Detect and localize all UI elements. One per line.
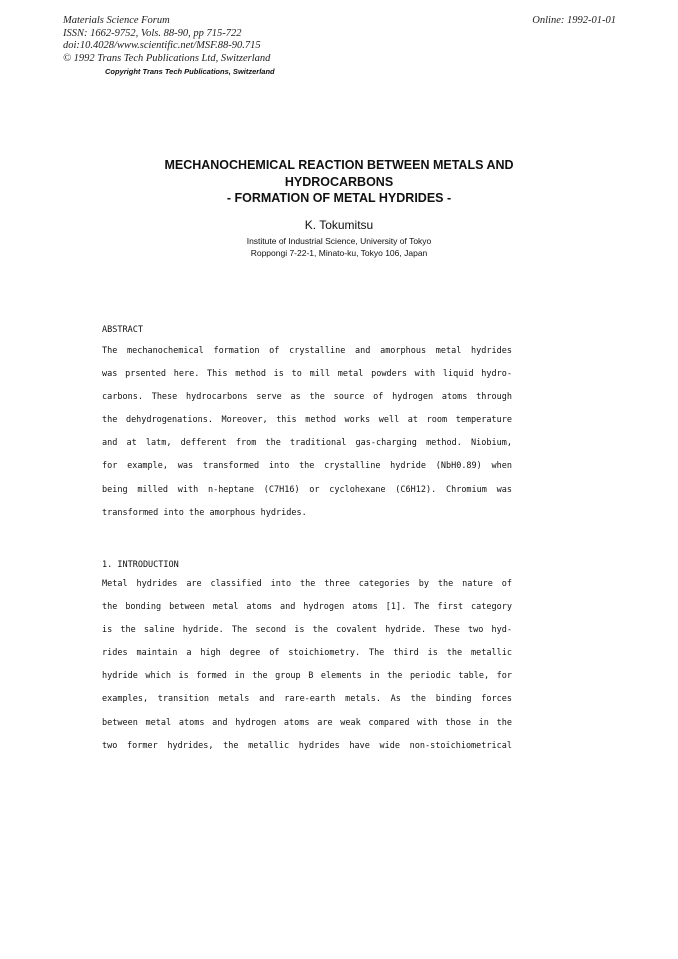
abstract-line: being milled with n-heptane (C7H16) or cyclohexane (C6H12). Chromium was <box>102 484 512 495</box>
subtitle-line: - FORMATION OF METAL HYDRIDES - <box>226 191 452 205</box>
title-line: MECHANOCHEMICAL REACTION BETWEEN METALS AND <box>164 158 514 172</box>
abstract-line: and at latm, defferent from the traditional gas-charging method. Niobium, <box>102 438 512 449</box>
author-name: K. Tokumitsu <box>304 218 374 232</box>
introduction-line: Metal hydrides are classified into the three categories by the nature of <box>102 579 512 589</box>
abstract-line: transformed into the amorphous hydrides. <box>102 507 307 518</box>
introduction-heading: 1. INTRODUCTION <box>102 560 179 570</box>
journal-name: Materials Science Forum <box>63 15 170 26</box>
online-date: Online: 1992-01-01 <box>532 15 616 26</box>
abstract-line: carbons. These hydrocarbons serve as the source of hydrogen atoms through <box>102 392 512 403</box>
abstract-line: was prsented here. This method is to mill metal powders with liquid hydro- <box>102 369 512 380</box>
introduction-line: examples, transition metals and rare-earth metals. As the binding forces <box>102 694 512 705</box>
introduction-line: is the saline hydride. The second is the covalent hydride. These two hyd- <box>102 625 512 636</box>
affiliation-line: Roppongi 7-22-1, Minato-ku, Tokyo 106, Japan <box>250 248 428 258</box>
introduction-line: the bonding between metal atoms and hydrogen atoms [1]. The first category <box>102 602 512 613</box>
publication-metadata <box>63 15 270 65</box>
abstract-line: The mechanochemical formation of crystalline and amorphous metal hydrides <box>102 346 512 356</box>
abstract-heading: ABSTRACT <box>102 325 143 335</box>
introduction-line: hydride which is formed in the group B elements in the periodic table, for <box>102 671 512 682</box>
introduction-body <box>102 573 512 758</box>
introduction-line: two former hydrides, the metallic hydrides have wide non-stoichiometrical <box>102 740 512 751</box>
introduction-line: rides maintain a high degree of stoichiometry. The third is the metallic <box>102 648 512 659</box>
author-affiliation <box>0 235 678 259</box>
issn-line: ISSN: 1662-9752, Vols. 88-90, pp 715-722 <box>63 27 242 39</box>
paper-title <box>0 157 678 207</box>
abstract-body <box>102 340 512 525</box>
abstract-line: for example, was transformed into the crystalline hydride (NbH0.89) when <box>102 461 512 472</box>
abstract-line: the dehydrogenations. Moreover, this method works well at room temperature <box>102 415 512 426</box>
doi-line: doi:10.4028/www.scientific.net/MSF.88-90.715 <box>63 40 261 52</box>
title-line: HYDROCARBONS <box>284 174 394 189</box>
copyright-notice: Copyright Trans Tech Publications, Switzerland <box>105 67 275 76</box>
publisher-line: © 1992 Trans Tech Publications Ltd, Switzerland <box>63 52 271 64</box>
affiliation-line: Institute of Industrial Science, University of Tokyo <box>246 236 432 246</box>
introduction-line: between metal atoms and hydrogen atoms are weak compared with those in the <box>102 717 512 728</box>
